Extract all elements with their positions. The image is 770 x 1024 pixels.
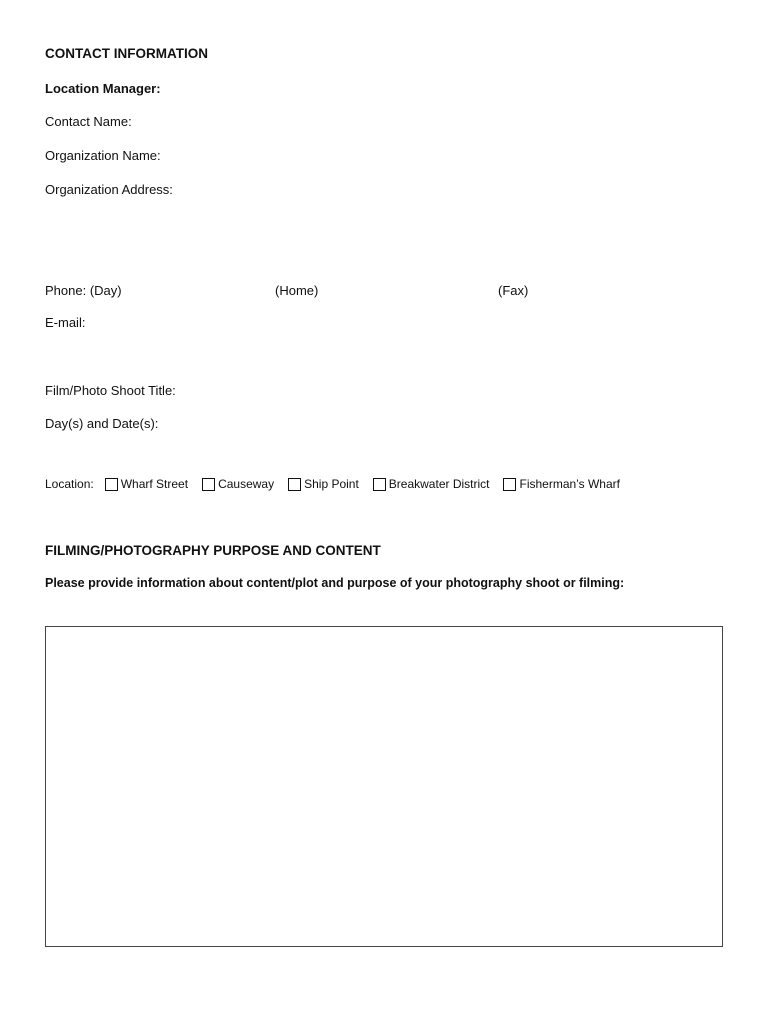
phone-day-label: Phone: (Day) [45, 283, 122, 298]
email-label: E-mail: [45, 315, 86, 330]
causeway-checkbox[interactable] [202, 478, 215, 491]
location-option-wharf-street[interactable] [105, 477, 188, 491]
causeway-label: Causeway [218, 477, 275, 491]
purpose-heading: FILMING/PHOTOGRAPHY PURPOSE AND CONTENT [45, 543, 381, 558]
ship-point-checkbox[interactable] [288, 478, 301, 491]
organization-name-label: Organization Name: [45, 148, 161, 163]
fishermans-wharf-label: Fisherman’s Wharf [519, 477, 620, 491]
purpose-content-textarea[interactable] [45, 626, 723, 947]
organization-address-label: Organization Address: [45, 182, 173, 197]
phone-home-label: (Home) [275, 283, 319, 298]
days-dates-label: Day(s) and Date(s): [45, 416, 159, 431]
fishermans-wharf-checkbox[interactable] [503, 478, 516, 491]
ship-point-label: Ship Point [304, 477, 359, 491]
location-option-causeway[interactable] [202, 477, 274, 491]
contact-information-heading: CONTACT INFORMATION [45, 46, 208, 61]
location-option-fishermans-wharf[interactable] [503, 477, 619, 491]
shoot-title-label: Film/Photo Shoot Title: [45, 383, 176, 398]
wharf-street-checkbox[interactable] [105, 478, 118, 491]
location-options-row [45, 475, 634, 493]
phone-fax-label: (Fax) [498, 283, 529, 298]
location-manager-label: Location Manager: [45, 81, 161, 96]
contact-name-label: Contact Name: [45, 114, 132, 129]
breakwater-district-checkbox[interactable] [373, 478, 386, 491]
breakwater-district-label: Breakwater District [388, 477, 490, 491]
purpose-instruction: Please provide information about content/plot and purpose of your photography shoot or filming: [45, 576, 625, 590]
location-label: Location: [45, 477, 94, 491]
location-option-breakwater-district[interactable] [373, 477, 490, 491]
wharf-street-label: Wharf Street [120, 477, 189, 491]
location-option-ship-point[interactable] [288, 477, 359, 491]
